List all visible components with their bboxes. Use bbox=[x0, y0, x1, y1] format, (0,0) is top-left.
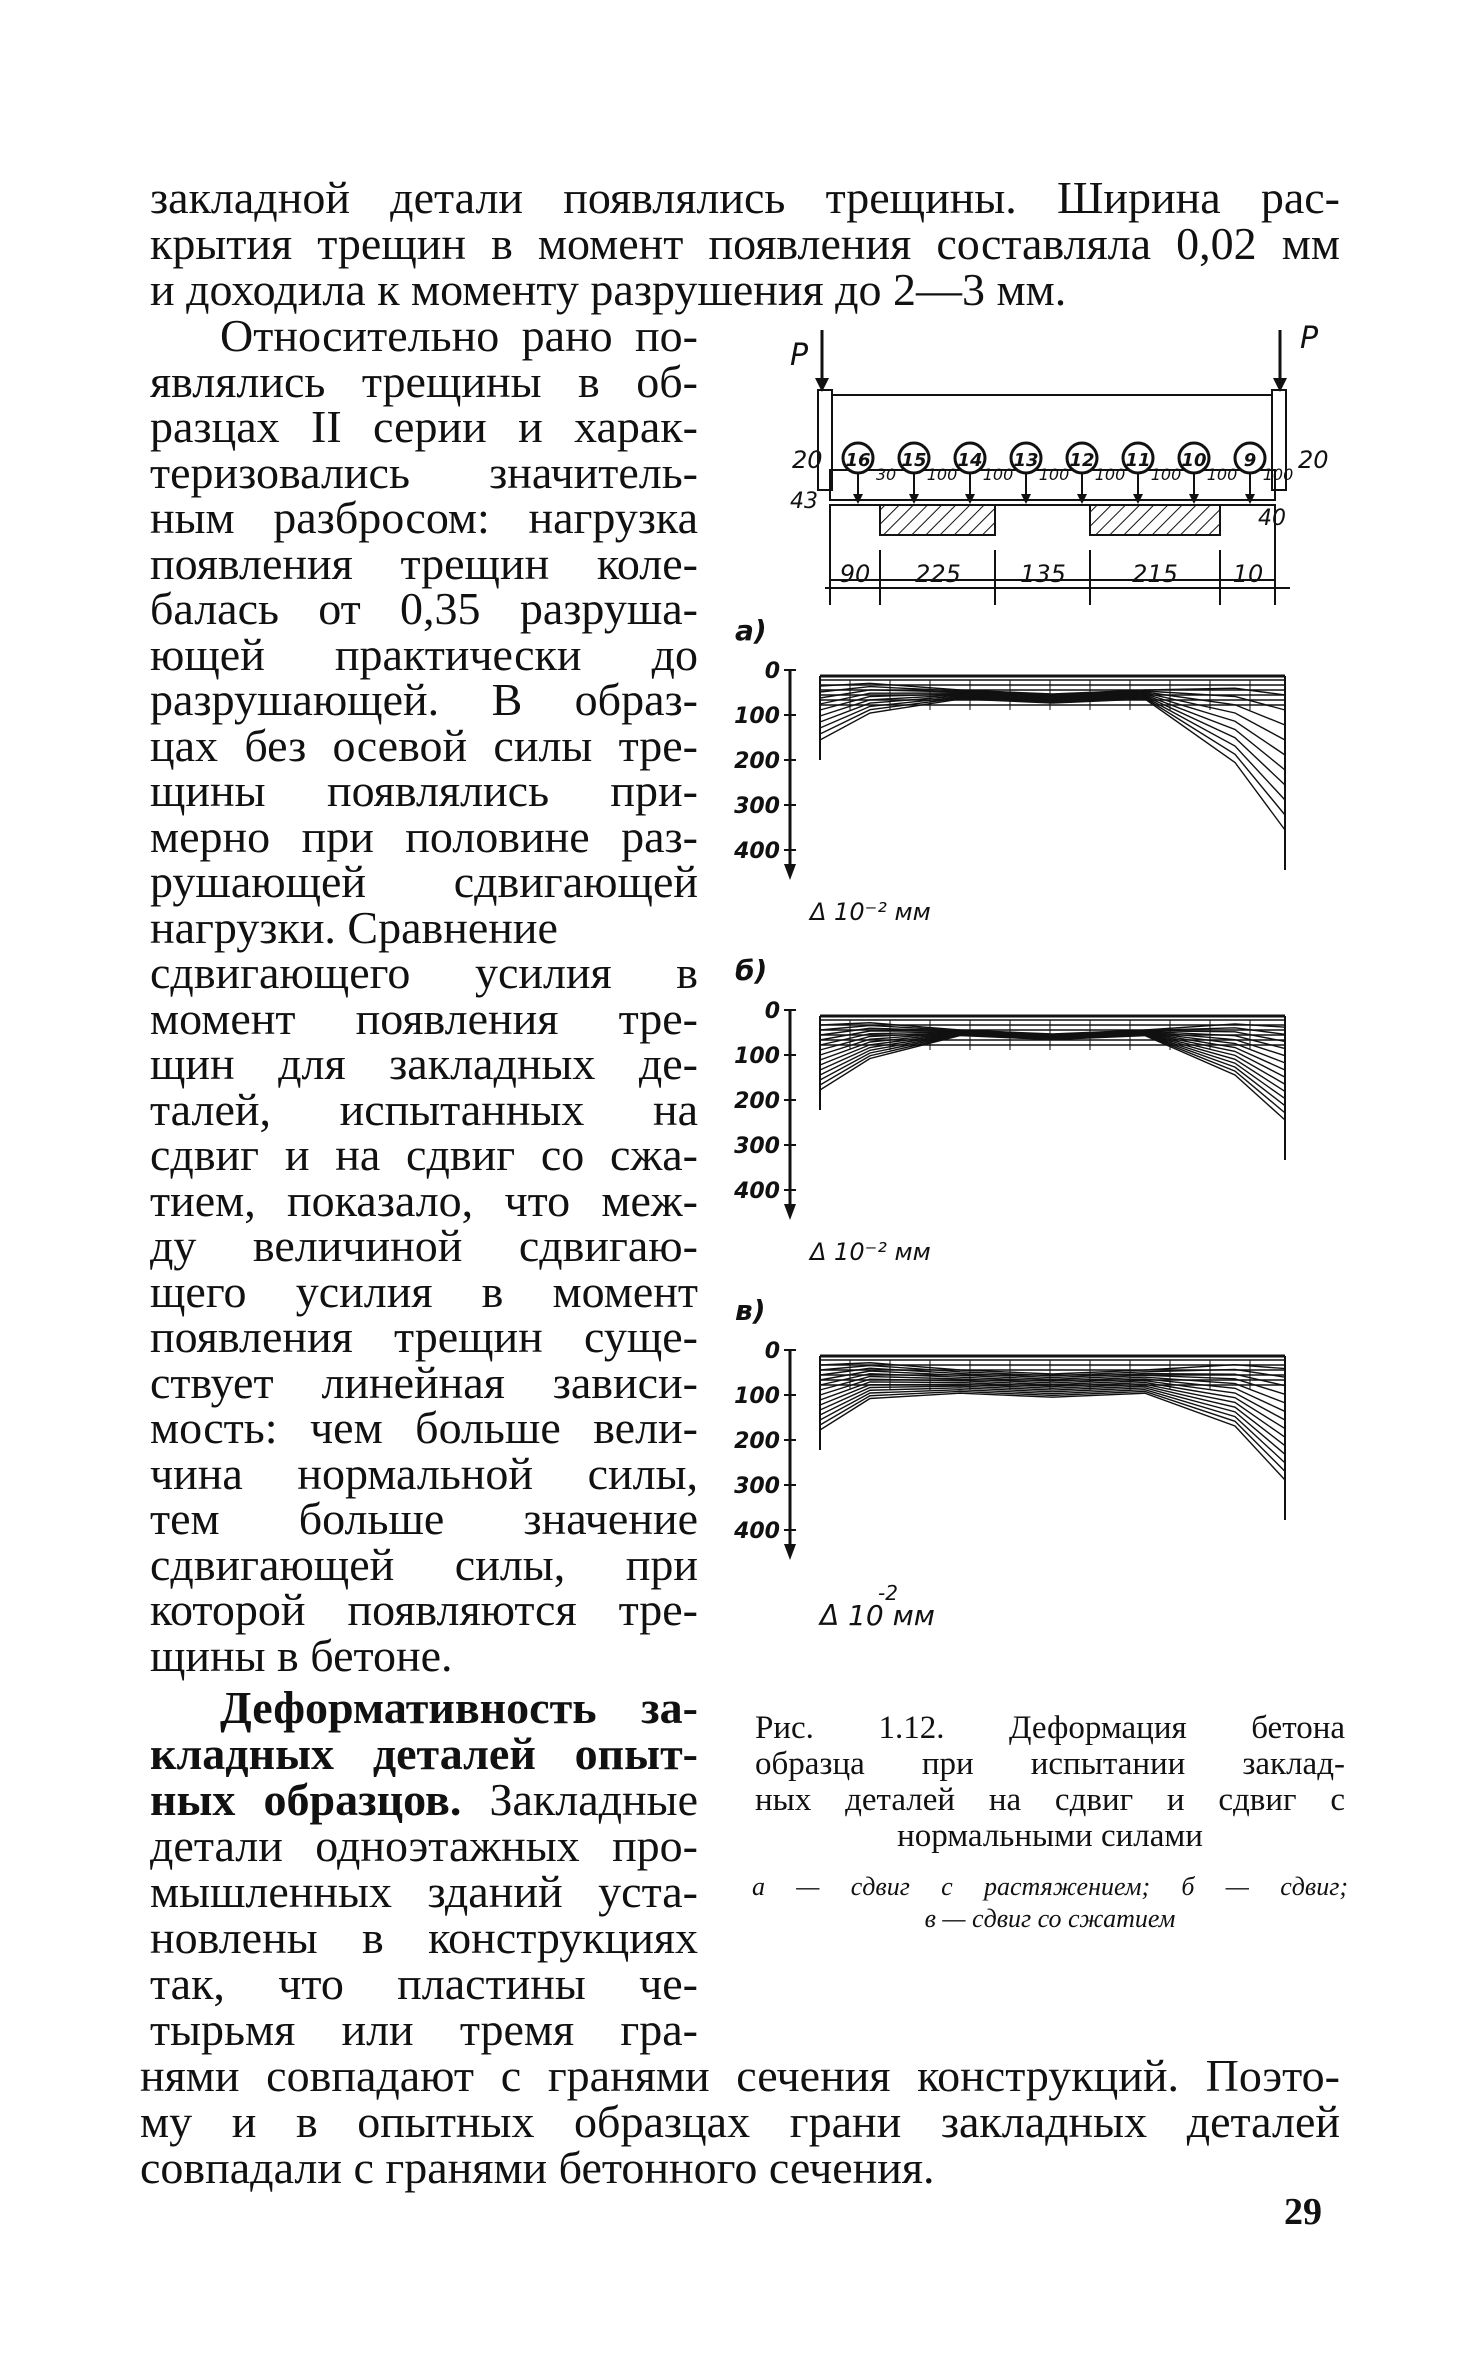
deformation-curve bbox=[820, 699, 1285, 830]
y-tick-label: 200 bbox=[734, 1429, 780, 1454]
text-line: тырьмя или тремя гра- bbox=[150, 2004, 698, 2055]
y-tick-label: 0 bbox=[764, 999, 780, 1024]
gauge-number: 13 bbox=[1013, 450, 1039, 471]
y-tick-label: 200 bbox=[734, 749, 780, 774]
y-tick-label: 300 bbox=[734, 794, 780, 819]
gauge-row bbox=[843, 443, 1293, 504]
dim-label: 135 bbox=[1020, 560, 1066, 588]
panel-label: а) bbox=[735, 614, 767, 647]
text-line: теризовались значитель- bbox=[150, 446, 698, 498]
figure-1-12 bbox=[730, 320, 1380, 1680]
text-line: Относительно рано по- bbox=[220, 310, 698, 361]
text-line: ным разбросом: нагрузка bbox=[150, 492, 698, 543]
text-line: крытия трещин в момент появления составляла 0,02 мм bbox=[150, 218, 1340, 269]
gauge-spacing: 100 bbox=[1150, 465, 1182, 484]
gauge-spacing: 100 bbox=[926, 465, 958, 484]
gauge-spacing: 100 bbox=[1094, 465, 1126, 484]
y-tick-label: 400 bbox=[734, 1179, 780, 1204]
panel-label: в) bbox=[735, 1294, 766, 1327]
hatched-zone-left bbox=[880, 505, 995, 535]
dim-label: 20 bbox=[792, 446, 823, 474]
gauge-number: 14 bbox=[957, 450, 983, 471]
text-line: щего усилия в момент bbox=[150, 1265, 698, 1317]
text-line: являлись трещины в об- bbox=[150, 355, 698, 407]
section-heading: ных образцов. bbox=[150, 1774, 462, 1825]
text-line: момент появления тре- bbox=[150, 992, 698, 1044]
y-tick-label: 100 bbox=[734, 1044, 780, 1069]
page-number: 29 bbox=[1284, 2191, 1322, 2233]
dim-label: 10 bbox=[1232, 560, 1264, 588]
unit-label: Δ 10⁻² мм bbox=[810, 1238, 931, 1266]
gauge-spacing: 100 bbox=[1206, 465, 1238, 484]
specimen-schematic bbox=[790, 321, 1329, 605]
y-axis-arrow bbox=[784, 1204, 796, 1220]
text-line: щины появлялись при- bbox=[150, 765, 698, 816]
y-tick-label: 300 bbox=[734, 1134, 780, 1159]
panel-label: б) bbox=[735, 954, 768, 987]
deformation-panel bbox=[733, 954, 1285, 1266]
gauge-spacing: 30 bbox=[875, 465, 897, 484]
deformation-panel bbox=[733, 614, 1285, 926]
y-axis-arrow bbox=[784, 864, 796, 880]
text-line: балась от 0,35 разруша- bbox=[150, 583, 698, 634]
figure-legend: в — сдвиг со сжатием bbox=[924, 1904, 1176, 1933]
deformation-panel bbox=[733, 1294, 1285, 1632]
load-label-right: P bbox=[1300, 321, 1319, 356]
text-line: появления трещин суще- bbox=[150, 1311, 698, 1362]
text-line: ствует линейная зависи- bbox=[150, 1356, 698, 1408]
text-line: новлены в конструкциях bbox=[150, 1912, 698, 1963]
text-line bbox=[150, 1774, 698, 1825]
deformation-curve bbox=[820, 1390, 1285, 1463]
text-line: талей, испытанных на bbox=[150, 1083, 698, 1135]
text-line: сдвигающего усилия в bbox=[150, 947, 698, 998]
text-line: му и в опытных образцах грани закладных деталей bbox=[140, 2096, 1340, 2147]
text-line: щины в бетоне. bbox=[150, 1629, 453, 1681]
figure-caption: Рис. 1.12. Деформация бетона bbox=[755, 1710, 1345, 1746]
text-line: совпадали с гранями бетонного сечения. bbox=[140, 2142, 935, 2193]
y-tick-label: 400 bbox=[734, 839, 780, 864]
y-tick-label: 0 bbox=[764, 1339, 780, 1364]
text-line: тием, показало, что меж- bbox=[150, 1174, 698, 1226]
text-span: Закладные bbox=[461, 1774, 698, 1825]
unit-label: Δ 10 мм bbox=[820, 1599, 935, 1632]
figure-caption: нормальными силами bbox=[897, 1818, 1203, 1854]
text-line: так, что пластины че- bbox=[150, 1958, 698, 2009]
gauge-number: 15 bbox=[901, 450, 927, 471]
dim-label: 40 bbox=[1258, 506, 1286, 531]
figure-caption: ных деталей на сдвиг и сдвиг с bbox=[755, 1782, 1345, 1818]
text-line: тем больше значение bbox=[150, 1493, 698, 1544]
text-line: сдвиг и на сдвиг со сжа- bbox=[150, 1129, 698, 1180]
deformation-panels bbox=[733, 614, 1285, 1632]
hatched-zone-right bbox=[1090, 505, 1220, 535]
text-line: мерно при половине раз- bbox=[150, 810, 698, 862]
text-line: и доходила к моменту разрушения до 2—3 мм. bbox=[150, 264, 1067, 315]
figure-legend: а — сдвиг с растяжением; б — сдвиг; bbox=[752, 1872, 1348, 1901]
gauge-number: 10 bbox=[1181, 450, 1207, 471]
gauge-spacing: 100 bbox=[1262, 465, 1294, 484]
text-line: мость: чем больше вели- bbox=[150, 1402, 698, 1453]
unit-label: Δ 10⁻² мм bbox=[810, 898, 931, 926]
text-line: щин для закладных де- bbox=[150, 1038, 698, 1089]
unit-exponent: -2 bbox=[878, 1581, 898, 1605]
section-heading: кладных деталей опыт- bbox=[150, 1728, 698, 1779]
section-heading: Деформативность за- bbox=[220, 1682, 698, 1733]
gauge-number: 12 bbox=[1069, 450, 1095, 471]
gauge-spacing: 100 bbox=[982, 465, 1014, 484]
text-line: разцах II серии и харак- bbox=[150, 401, 698, 452]
deformation-curve bbox=[820, 1391, 1285, 1471]
text-line: закладной детали появлялись трещины. Ширина рас- bbox=[150, 172, 1340, 223]
deformation-figure bbox=[730, 320, 1380, 1680]
y-tick-label: 0 bbox=[764, 659, 780, 684]
text-line: нагрузки. Сравнение bbox=[150, 901, 558, 953]
text-line: ду величиной сдвигаю- bbox=[150, 1220, 698, 1271]
figure-caption: образца при испытании заклад- bbox=[755, 1746, 1345, 1782]
dim-label: 215 bbox=[1132, 560, 1178, 588]
y-axis-arrow bbox=[784, 1544, 796, 1560]
text-line: нями совпадают с гранями сечения конструкций. Поэто- bbox=[140, 2050, 1340, 2101]
dim-label: 90 bbox=[839, 560, 871, 588]
y-tick-label: 300 bbox=[734, 1474, 780, 1499]
text-line: цах без осевой силы тре- bbox=[150, 719, 698, 771]
text-line: появления трещин коле- bbox=[150, 537, 698, 589]
text-line: мышленных зданий уста- bbox=[150, 1866, 698, 1917]
gauge-spacing: 100 bbox=[1038, 465, 1070, 484]
text-line: сдвигающей силы, при bbox=[150, 1538, 698, 1590]
y-tick-label: 200 bbox=[734, 1089, 780, 1114]
text-line: разрушающей. В образ- bbox=[150, 674, 698, 725]
y-tick-label: 400 bbox=[734, 1519, 780, 1544]
dim-label: 225 bbox=[915, 560, 961, 588]
dim-labels-bottom bbox=[840, 560, 1264, 588]
gauge-number: 9 bbox=[1243, 450, 1257, 471]
gauge-number: 16 bbox=[845, 450, 871, 471]
text-line: рушающей сдвигающей bbox=[150, 856, 698, 907]
text-line: чина нормальной силы, bbox=[150, 1447, 698, 1499]
y-tick-label: 100 bbox=[734, 1384, 780, 1409]
load-label-left: P bbox=[790, 338, 809, 373]
dim-label: 43 bbox=[790, 489, 818, 514]
gauge-number: 11 bbox=[1125, 450, 1151, 471]
text-line: которой появляются тре- bbox=[150, 1584, 698, 1635]
dim-label: 20 bbox=[1298, 446, 1329, 474]
text-line: детали одноэтажных про- bbox=[150, 1820, 698, 1871]
text-line: ющей практически до bbox=[150, 628, 698, 680]
y-tick-label: 100 bbox=[734, 704, 780, 729]
